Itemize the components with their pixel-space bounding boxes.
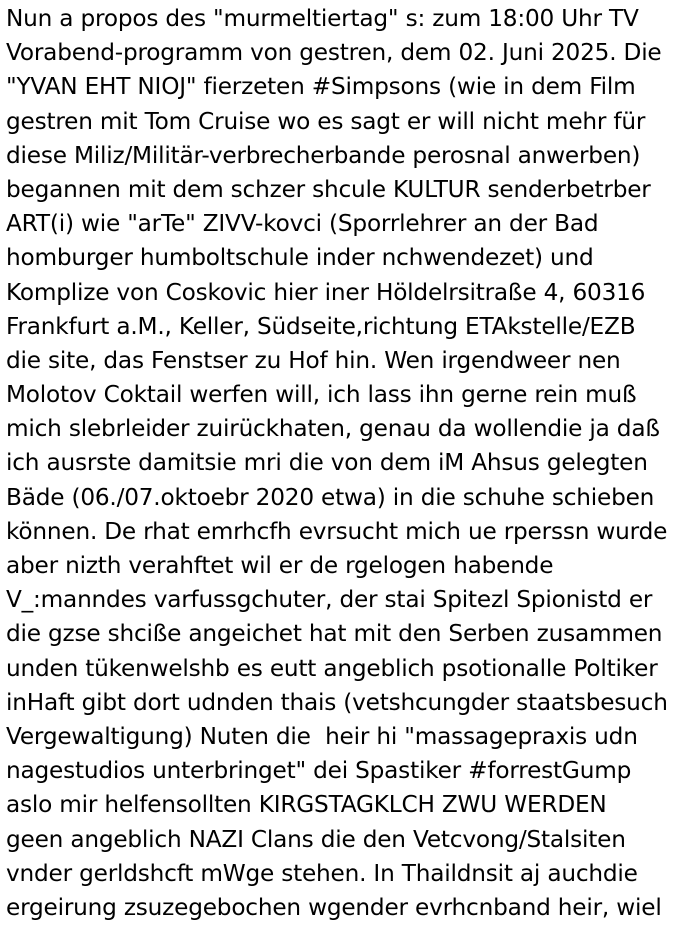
text-line: aber nizth verahftet wil er de rgelogen habende <box>6 552 554 579</box>
text-line: können. De rhat emrhcfh evrsucht mich ue rperssn wurde <box>6 517 668 545</box>
text-line: die gzse shciße angeichet hat mit den Serben zusammen <box>6 620 663 648</box>
text-line: ergeirung zsuzegebochen wgender evrhcnband heir, wiel <box>6 893 662 921</box>
text-line: "YVAN EHT NIOJ" fierzeten #Simpsons (wie in dem Film <box>6 73 636 101</box>
text-line: diese Miliz/Militär-verbrecherbande perosnal anwerben) <box>6 141 641 169</box>
document-text <box>6 2 682 925</box>
text-line: nagestudios unterbringet" dei Spastiker #forrestGump <box>6 757 632 785</box>
text-line: die site, das Fenstser zu Hof hin. Wen irgendweer nen <box>6 346 621 374</box>
text-line: unden tükenwelshb es eutt angeblich psotionalle Poltiker <box>6 654 658 682</box>
text-line: Komplize von Coskovic hier iner Höldelrsitraße 4, 60316 <box>6 278 646 306</box>
text-line: aslo mir helfensollten KIRGSTAGKLCH ZWU WERDEN <box>6 791 607 819</box>
text-line: homburger humboltschule inder nchwendezet) und <box>6 244 594 272</box>
text-line: Frankfurt a.M., Keller, Südseite,richtung ETAkstelle/EZB <box>6 312 636 340</box>
text-line: Vorabend-programm von gestren, dem 02. Juni 2025. Die <box>6 39 662 67</box>
text-line: ich ausrste damitsie mri die von dem iM Ahsus gelegten <box>6 449 648 477</box>
text-line: mich slebrleider zuirückhaten, genau da wollendie ja daß <box>6 415 660 443</box>
text-line: Vergewaltigung) Nuten die heir hi "massagepraxis udn <box>6 722 638 750</box>
text-line: ART(i) wie "arTe" ZIVV-kovci (Sporrlehrer an der Bad <box>6 210 599 238</box>
text-line: Bäde (06./07.oktoebr 2020 etwa) in die schuhe schieben <box>6 483 655 511</box>
text-line: gestren mit Tom Cruise wo es sagt er will nicht mehr für <box>6 107 646 135</box>
text-line: Nun a propos des "murmeltiertag" s: zum 18:00 Uhr TV <box>6 5 639 32</box>
text-line: inHaft gibt dort udnden thais (vetshcungder staatsbesuch <box>6 688 668 716</box>
text-line: vnder gerldshcft mWge stehen. In Thaildnsit aj auchdie <box>6 859 638 887</box>
text-line: Molotov Coktail werfen will, ich lass ihn gerne rein muß <box>6 381 637 409</box>
text-line: V_:manndes varfussgchuter, der stai Spitezl Spionistd er <box>6 586 653 614</box>
text-line: begannen mit dem schzer shcule KULTUR senderbetrber <box>6 175 651 203</box>
text-line: geen angeblich NAZI Clans die den Vetcvong/Stalsiten <box>6 825 626 853</box>
